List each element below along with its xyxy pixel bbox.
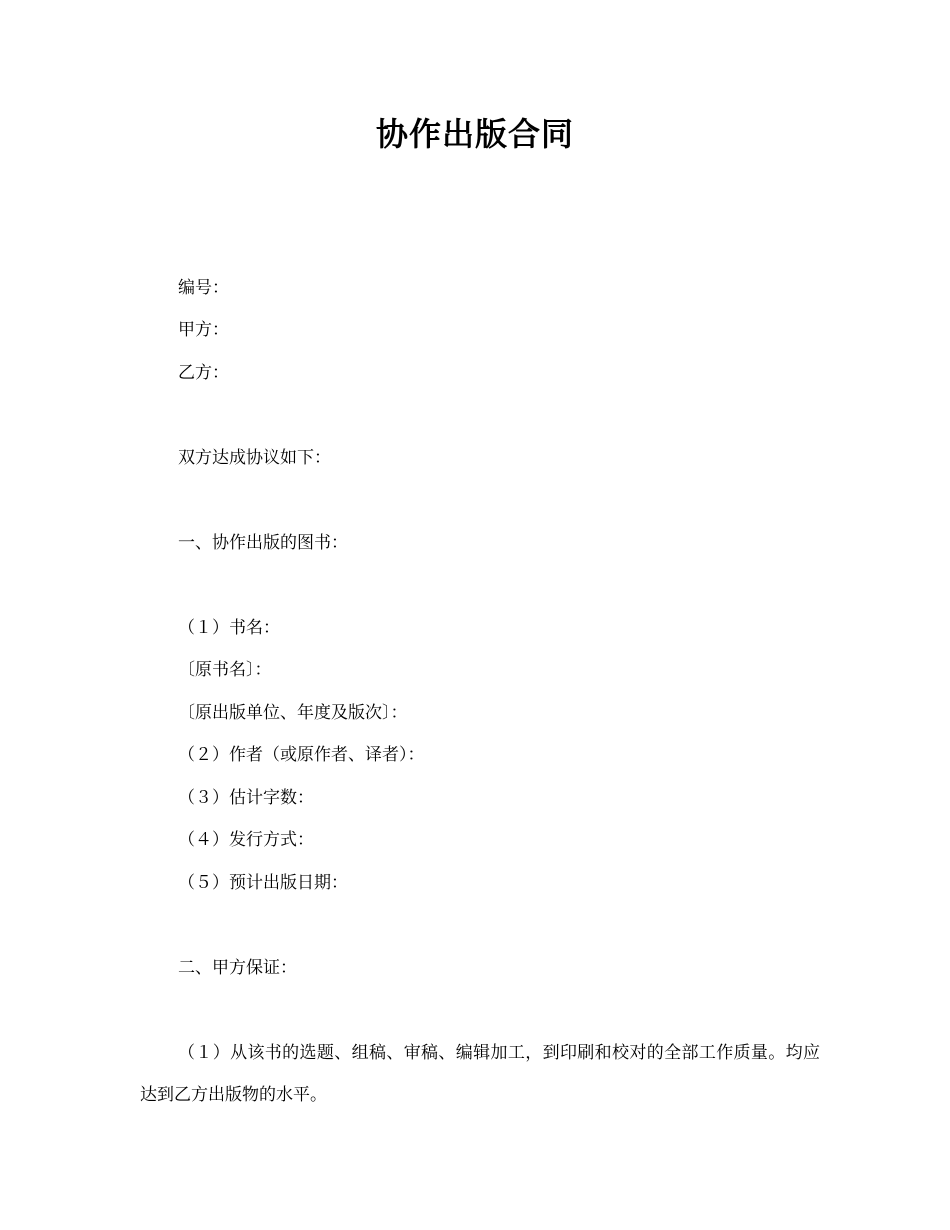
section1-item-author: （２）作者（或原作者、译者）： <box>178 745 425 765</box>
number-field-label: 编号： <box>178 278 229 298</box>
party-b-field-label: 乙方： <box>178 363 229 383</box>
section1-item-publish-date: （５）预计出版日期： <box>178 873 348 893</box>
section2-heading: 二、甲方保证： <box>178 958 297 978</box>
section1-item-original-title: 〔原书名〕： <box>178 660 272 680</box>
section2-paragraph-1: （１）从该书的选题、组稿、审稿、编辑加工，到印刷和校对的全部工作质量。均应达到乙方出版物的水平。 <box>140 1043 820 1105</box>
section1-item-book-title: （１）书名： <box>178 618 280 638</box>
section1-item-distribution: （４）发行方式： <box>178 830 314 850</box>
section1-item-word-count: （３）估计字数： <box>178 788 314 808</box>
document-title: 协作出版合同 <box>375 115 574 153</box>
section1-item-original-publisher: 〔原出版单位、年度及版次〕： <box>178 703 408 723</box>
party-a-field-label: 甲方： <box>178 320 229 340</box>
intro-text: 双方达成协议如下： <box>178 448 331 468</box>
section1-heading: 一、协作出版的图书： <box>178 533 348 553</box>
